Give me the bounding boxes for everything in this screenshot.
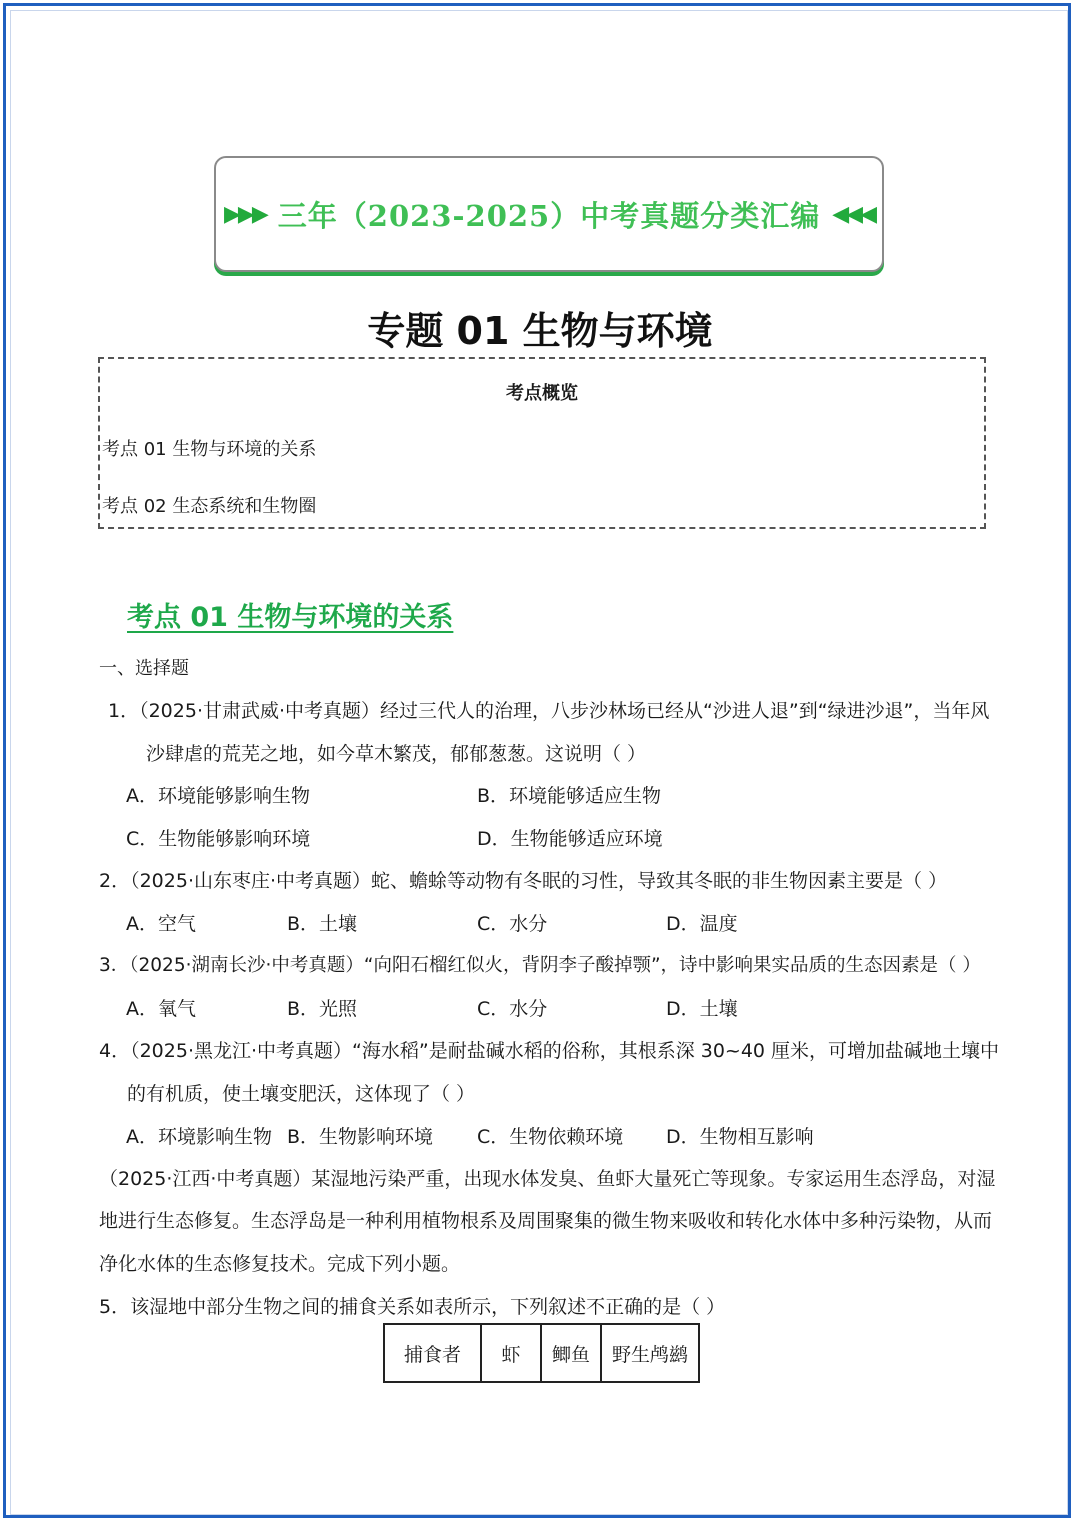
passage-line: 地进行生态修复。生态浮岛是一种利用植物根系及周围聚集的微生物来吸收和转化水体中多种污染物，从而 [99, 1210, 993, 1232]
page-title: 专题 01 生物与环境 [367, 309, 713, 353]
overview-box [98, 357, 986, 529]
overview-title: 考点概览 [506, 383, 578, 404]
predation-table [383, 1323, 700, 1383]
question-1-option: C．生物能够影响环境 [126, 828, 311, 850]
question-5-line: 5．该湿地中部分生物之间的捕食关系如表所示，下列叙述不正确的是（ ） [99, 1296, 726, 1318]
question-4-line: 的有机质，使土壤变肥沃，这体现了（ ） [127, 1083, 476, 1105]
left-arrows-icon: ▶▶▶ [224, 201, 266, 227]
banner-title: 三年（2023-2025）中考真题分类汇编 [277, 198, 821, 233]
passage-line: （2025·江西·中考真题）某湿地污染严重，出现水体发臭、鱼虾大量死亡等现象。专家运用生态浮岛，对湿 [99, 1168, 996, 1190]
table-row [384, 1324, 699, 1382]
question-4-option: A．环境影响生物 [126, 1126, 272, 1148]
question-2-option: A．空气 [126, 913, 196, 935]
question-2-option: D．温度 [666, 913, 738, 935]
question-1-option: A．环境能够影响生物 [126, 785, 310, 807]
question-1-option: B．环境能够适应生物 [477, 785, 662, 807]
question-type-label: 一、选择题 [99, 658, 189, 679]
question-3-line: 3．（2025·湖南长沙·中考真题）“向阳石榴红似火，背阴李子酸掉颚”，诗中影响果实品质的生态因素是（ ） [99, 955, 981, 976]
passage-line: 净化水体的生态修复技术。完成下列小题。 [99, 1253, 461, 1275]
right-arrows-icon: ◀◀◀ [832, 201, 874, 227]
table-cell: 鲫鱼 [541, 1324, 601, 1382]
question-4-option: C．生物依赖环境 [477, 1126, 624, 1148]
question-4-option: D．生物相互影响 [666, 1126, 814, 1148]
question-4-option: B．生物影响环境 [287, 1126, 434, 1148]
question-3-option: C．水分 [477, 998, 548, 1020]
question-3-option: A．氧气 [126, 998, 196, 1020]
question-3-option: D．土壤 [666, 998, 738, 1020]
table-cell: 虾 [481, 1324, 541, 1382]
question-1-line: 1．（2025·甘肃武威·中考真题）经过三代人的治理，八步沙林场已经从“沙进人退”到“绿进沙退”，当年风 [108, 700, 990, 722]
question-2-option: B．土壤 [287, 913, 358, 935]
question-1-line: 沙肆虐的荒芜之地，如今草木繁茂，郁郁葱葱。这说明（ ） [146, 743, 647, 765]
question-4-line: 4．（2025·黑龙江·中考真题）“海水稻”是耐盐碱水稻的俗称，其根系深 30~40 厘米，可增加盐碱地土壤中 [99, 1040, 1000, 1062]
overview-item: 考点 02 生态系统和生物圈 [102, 496, 317, 517]
overview-item: 考点 01 生物与环境的关系 [102, 439, 317, 460]
table-cell: 捕食者 [384, 1324, 481, 1382]
table-cell: 野生鸬鹚 [601, 1324, 699, 1382]
question-2-line: 2．（2025·山东枣庄·中考真题）蛇、蟾蜍等动物有冬眠的习性，导致其冬眠的非生物因素主要是（ ） [99, 870, 948, 892]
question-1-option: D．生物能够适应环境 [477, 828, 663, 850]
header-banner [214, 156, 884, 272]
question-2-option: C．水分 [477, 913, 548, 935]
question-3-option: B．光照 [287, 998, 358, 1020]
section-heading: 考点 01 生物与环境的关系 [127, 602, 454, 633]
